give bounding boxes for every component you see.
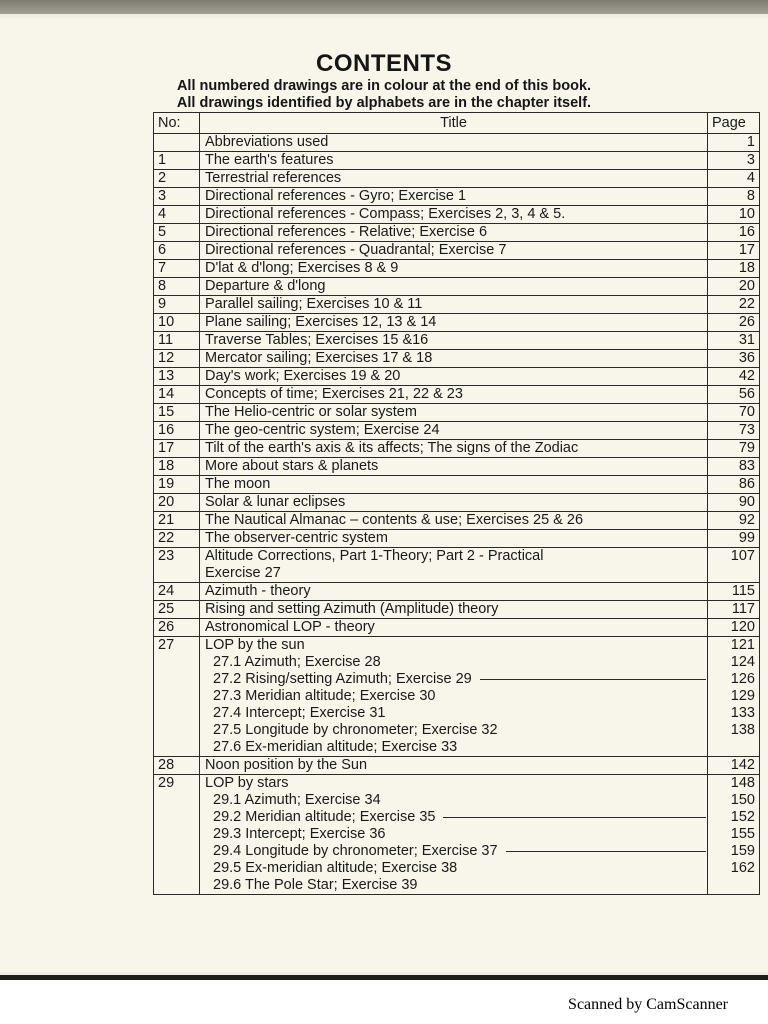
subsection-text: 29.2 Meridian altitude; Exercise 35	[213, 809, 436, 825]
chapter-number: 2	[154, 170, 200, 188]
page-number: 17	[708, 242, 760, 260]
chapter-title	[200, 368, 708, 386]
chapter-number: 7	[154, 260, 200, 278]
table-row	[154, 775, 760, 895]
table-row	[154, 512, 760, 530]
chapter-title-line: D'lat & d'long; Exercises 8 & 9	[205, 260, 399, 276]
chapter-title	[200, 583, 708, 601]
chapter-title-line: Mercator sailing; Exercises 17 & 18	[205, 350, 433, 366]
chapter-number: 21	[154, 512, 200, 530]
chapter-title	[200, 775, 708, 895]
chapter-number: 22	[154, 530, 200, 548]
subsection-title	[205, 654, 702, 671]
leader-line	[443, 817, 705, 818]
subsection-title	[205, 688, 702, 705]
table-row	[154, 224, 760, 242]
chapter-number: 18	[154, 458, 200, 476]
contents-table	[153, 112, 760, 895]
chapter-title-line: Abbreviations used	[205, 134, 329, 150]
page-number: 142	[708, 757, 760, 775]
subsection-text: 29.1 Azimuth; Exercise 34	[213, 792, 381, 808]
table-row	[154, 619, 760, 637]
chapter-title-line: Plane sailing; Exercises 12, 13 & 14	[205, 314, 437, 330]
page-number: 3	[708, 152, 760, 170]
chapter-number: 23	[154, 548, 200, 583]
chapter-title	[200, 314, 708, 332]
table-row	[154, 530, 760, 548]
chapter-title	[200, 530, 708, 548]
chapter-number: 14	[154, 386, 200, 404]
chapter-title-line: The observer-centric system	[205, 530, 388, 546]
chapter-number: 15	[154, 404, 200, 422]
chapter-title	[200, 494, 708, 512]
chapter-title	[200, 242, 708, 260]
subsection-title	[205, 860, 702, 877]
chapter-title	[200, 422, 708, 440]
page-number: 22	[708, 296, 760, 314]
chapter-title-line: Concepts of time; Exercises 21, 22 & 23	[205, 386, 463, 402]
page-number: 70	[708, 404, 760, 422]
subsection-title	[205, 809, 702, 826]
chapter-title-line: LOP by stars	[205, 775, 289, 791]
table-row	[154, 386, 760, 404]
chapter-number: 9	[154, 296, 200, 314]
page-number: 16	[708, 224, 760, 242]
chapter-number: 29	[154, 775, 200, 895]
chapter-title-line: Departure & d'long	[205, 278, 326, 294]
chapter-title-line: Altitude Corrections, Part 1-Theory; Part 2 - Practical	[205, 548, 544, 564]
page-number: 120	[708, 619, 760, 637]
table-row	[154, 134, 760, 152]
table-row	[154, 583, 760, 601]
page-number: 42	[708, 368, 760, 386]
chapter-title	[200, 224, 708, 242]
chapter-title	[200, 206, 708, 224]
chapter-number: 17	[154, 440, 200, 458]
chapter-title-line: Directional references - Compass; Exercises 2, 3, 4 & 5.	[205, 206, 566, 222]
page-number: 86	[708, 476, 760, 494]
chapter-number: 6	[154, 242, 200, 260]
chapter-number: 25	[154, 601, 200, 619]
chapter-title-line: LOP by the sun	[205, 637, 305, 653]
leader-line	[506, 851, 706, 852]
chapter-title	[200, 512, 708, 530]
table-row	[154, 494, 760, 512]
subsection-text: 27.5 Longitude by chronometer; Exercise 32	[213, 722, 498, 738]
table-row	[154, 440, 760, 458]
page-number: 121	[730, 637, 755, 653]
chapter-title	[200, 332, 708, 350]
table-row	[154, 458, 760, 476]
page-number: 8	[708, 188, 760, 206]
table-row	[154, 206, 760, 224]
chapter-title	[200, 440, 708, 458]
chapter-title-line: The Helio-centric or solar system	[205, 404, 417, 420]
chapter-title-line: The moon	[205, 476, 271, 492]
chapter-title-line: More about stars & planets	[205, 458, 379, 474]
page-number: 20	[708, 278, 760, 296]
chapter-number	[154, 134, 200, 152]
page-numbers	[708, 637, 760, 757]
chapter-title	[200, 350, 708, 368]
page-number: 36	[708, 350, 760, 368]
table-row	[154, 242, 760, 260]
page-number: 26	[708, 314, 760, 332]
page-number: 90	[708, 494, 760, 512]
chapter-title-line: Traverse Tables; Exercises 15 &16	[205, 332, 429, 348]
subsection-title	[205, 722, 702, 739]
page-number: 18	[708, 260, 760, 278]
table-row	[154, 296, 760, 314]
table-row	[154, 314, 760, 332]
table-row	[154, 170, 760, 188]
chapter-number: 1	[154, 152, 200, 170]
column-header-no: No:	[154, 113, 200, 134]
page-number: 150	[730, 792, 755, 808]
subsection-title	[205, 671, 702, 688]
page-number: 148	[730, 775, 755, 791]
chapter-number: 10	[154, 314, 200, 332]
chapter-title-line: Parallel sailing; Exercises 10 & 11	[205, 296, 423, 312]
chapter-title	[200, 152, 708, 170]
table-row	[154, 404, 760, 422]
page-number: 152	[730, 809, 755, 825]
chapter-title-line: Day's work; Exercises 19 & 20	[205, 368, 401, 384]
chapter-title	[200, 134, 708, 152]
chapter-title-line: Directional references - Quadrantal; Exercise 7	[205, 242, 507, 258]
chapter-title-line: The Nautical Almanac – contents & use; Exercises 25 & 26	[205, 512, 584, 528]
page-number: 159	[730, 843, 755, 859]
table-row	[154, 757, 760, 775]
chapter-title-line: Azimuth - theory	[205, 583, 311, 599]
chapter-title	[200, 619, 708, 637]
page-number: 79	[708, 440, 760, 458]
chapter-title	[200, 548, 708, 583]
page-number: 1	[708, 134, 760, 152]
chapter-title-line: Solar & lunar eclipses	[205, 494, 346, 510]
subsection-title	[205, 739, 702, 756]
chapter-title	[200, 188, 708, 206]
table-row	[154, 260, 760, 278]
chapter-title	[200, 637, 708, 757]
chapter-number: 11	[154, 332, 200, 350]
contents-body	[154, 134, 760, 895]
chapter-title	[200, 601, 708, 619]
chapter-title-line: Rising and setting Azimuth (Amplitude) theory	[205, 601, 499, 617]
subsection-text: 27.1 Azimuth; Exercise 28	[213, 654, 381, 670]
scanner-watermark: Scanned by CamScanner	[568, 996, 728, 1013]
page-number: 124	[730, 654, 755, 670]
chapter-number: 26	[154, 619, 200, 637]
chapter-number: 24	[154, 583, 200, 601]
chapter-number: 27	[154, 637, 200, 757]
chapter-number: 3	[154, 188, 200, 206]
chapter-title-line: The geo-centric system; Exercise 24	[205, 422, 440, 438]
column-header-page: Page	[708, 113, 760, 134]
chapter-title-line: Exercise 27	[205, 565, 281, 581]
table-row	[154, 350, 760, 368]
note-numbered-drawings: All numbered drawings are in colour at the end of this book.	[176, 78, 592, 94]
table-row	[154, 332, 760, 350]
page-number: 155	[730, 826, 755, 842]
page-number: 107	[708, 548, 760, 583]
table-row	[154, 368, 760, 386]
chapter-number: 4	[154, 206, 200, 224]
subsection-text: 29.3 Intercept; Exercise 36	[213, 826, 386, 842]
subsection-title	[205, 843, 702, 860]
chapter-title-line: Tilt of the earth's axis & its affects; The signs of the Zodiac	[205, 440, 579, 456]
table-row	[154, 188, 760, 206]
page-number: 92	[708, 512, 760, 530]
page-number: 138	[730, 722, 755, 738]
chapter-number: 8	[154, 278, 200, 296]
chapter-title	[200, 458, 708, 476]
chapter-title-line: Directional references - Gyro; Exercise 1	[205, 188, 467, 204]
chapter-title-line: Directional references - Relative; Exercise 6	[205, 224, 488, 240]
table-row	[154, 278, 760, 296]
chapter-number: 5	[154, 224, 200, 242]
subsection-text: 29.5 Ex-meridian altitude; Exercise 38	[213, 860, 458, 876]
chapter-number: 13	[154, 368, 200, 386]
chapter-title	[200, 404, 708, 422]
subsection-title	[205, 826, 702, 843]
table-row	[154, 548, 760, 583]
subsection-text: 27.6 Ex-meridian altitude; Exercise 33	[213, 739, 458, 755]
table-row	[154, 422, 760, 440]
column-header-title: Title	[200, 113, 708, 134]
chapter-title	[200, 278, 708, 296]
page-title: CONTENTS	[316, 50, 452, 77]
subsection-text: 27.4 Intercept; Exercise 31	[213, 705, 386, 721]
note-alphabet-drawings: All drawings identified by alphabets are in the chapter itself.	[176, 95, 592, 111]
page-number: 133	[730, 705, 755, 721]
chapter-title-line: Terrestrial references	[205, 170, 342, 186]
chapter-number: 20	[154, 494, 200, 512]
page-number: 10	[708, 206, 760, 224]
chapter-title-line: Astronomical LOP - theory	[205, 619, 375, 635]
chapter-title-line: The earth's features	[205, 152, 334, 168]
page-number: 73	[708, 422, 760, 440]
page-numbers	[708, 775, 760, 895]
page-number: 83	[708, 458, 760, 476]
table-row	[154, 152, 760, 170]
subsection-text: 29.6 The Pole Star; Exercise 39	[213, 877, 418, 893]
table-header-row	[154, 113, 760, 134]
subsection-text: 27.3 Meridian altitude; Exercise 30	[213, 688, 436, 704]
table-row	[154, 637, 760, 757]
page-number: 99	[708, 530, 760, 548]
page-number: 4	[708, 170, 760, 188]
chapter-number: 12	[154, 350, 200, 368]
chapter-title	[200, 170, 708, 188]
chapter-number: 16	[154, 422, 200, 440]
chapter-title	[200, 260, 708, 278]
table-row	[154, 601, 760, 619]
page-number: 129	[730, 688, 755, 704]
leader-line	[480, 679, 706, 680]
page-number: 56	[708, 386, 760, 404]
subsection-title	[205, 705, 702, 722]
chapter-title: Noon position by the Sun	[200, 757, 708, 775]
page-number: 31	[708, 332, 760, 350]
subsection-title	[205, 877, 702, 894]
subsection-title	[205, 792, 702, 809]
chapter-title	[200, 476, 708, 494]
table-row	[154, 476, 760, 494]
subsection-text: 27.2 Rising/setting Azimuth; Exercise 29	[213, 671, 472, 687]
page-number: 115	[708, 583, 760, 601]
chapter-title	[200, 386, 708, 404]
chapter-number: 28	[154, 757, 200, 775]
page-number: 117	[708, 601, 760, 619]
chapter-number: 19	[154, 476, 200, 494]
page-number: 162	[730, 860, 755, 876]
subsection-text: 29.4 Longitude by chronometer; Exercise 37	[213, 843, 498, 859]
chapter-title	[200, 296, 708, 314]
page-number: 126	[730, 671, 755, 687]
